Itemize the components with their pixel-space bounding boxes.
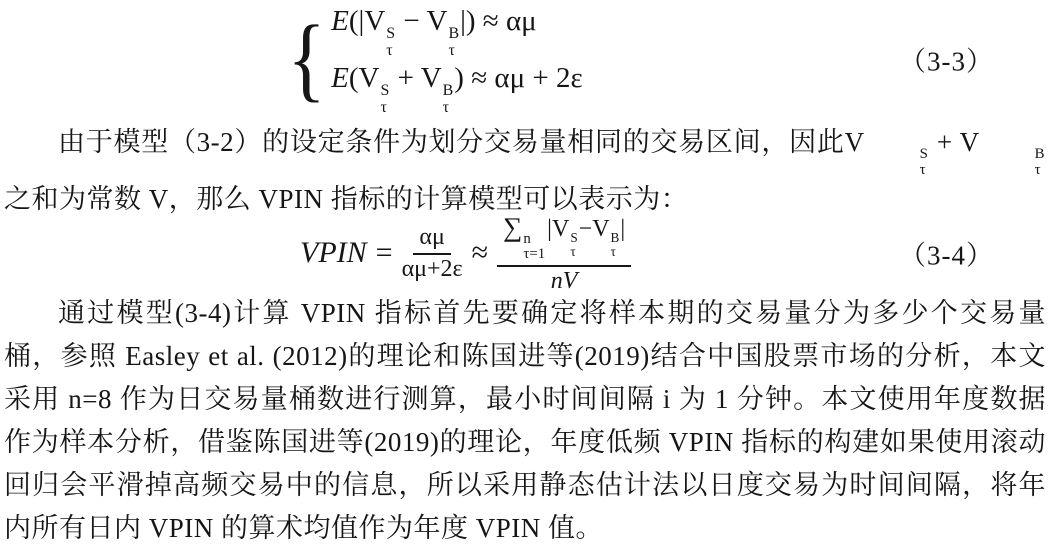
supsub-stack (981, 146, 1045, 178)
subscript-tau: τ (442, 98, 450, 116)
supsub-stack (380, 82, 389, 116)
cases-left-brace: { (287, 7, 326, 112)
subscript-tau: τ (386, 41, 393, 59)
equation-number-3-3: （3-3） (899, 46, 994, 77)
equation-3-4-row (4, 211, 1046, 294)
math-VPIN: VPIN (300, 236, 367, 270)
subscript-tau: τ (610, 244, 616, 260)
superscript-B: B (448, 24, 460, 42)
math-approx: ≈ (471, 236, 489, 270)
math-approx-alphamu: ≈ αμ (475, 5, 537, 37)
sum-limits (523, 232, 545, 263)
superscript-B: B (442, 81, 454, 99)
subscript-tau: τ (380, 98, 387, 116)
math-V-sell: V (844, 127, 865, 158)
cases-lines (331, 2, 583, 116)
para2-text: 通过模型(3-4)计算 VPIN 指标首先要确定将样本期的交易量分为多少个交易量桶，参照 Easley et al. (2012)的理论和陈国进等(2019)结合中国股票市场的分析，本文采用 n=8 作为日交易量桶数进行测算，最小时间间隔 i 为 1 分钟。本文使用年度数据作为样本分析，借鉴陈国进等(2019)的理论，年度低频 VPIN 指标的构建如果使用滚动回归会平滑掉高频交易中的信息，所以采用静态估计法以日度交易为时间间隔，将年内所有日内 VPIN 的算术均值作为年度 VPIN 值。 (4, 298, 1046, 544)
para1-text-1: 由于模型（3-2）的设定条件为划分交易量相同的交易区间，因此 (58, 127, 845, 158)
equation-3-3-row (4, 2, 1046, 116)
fraction-alphamu (402, 224, 463, 283)
superscript-S: S (570, 230, 578, 246)
superscript-S: S (380, 81, 390, 99)
fraction-numerator (497, 212, 631, 267)
math-minus: − (396, 5, 427, 37)
math-plus: + (390, 62, 421, 95)
equation-3-3-line-1 (331, 2, 583, 59)
math-close-abs: |) (460, 5, 476, 37)
subscript-tau: τ (448, 41, 455, 59)
math-abs-close: | (620, 215, 626, 242)
superscript-S: S (919, 146, 929, 163)
paragraph-model-3-2 (4, 121, 1046, 221)
math-open-paren: ( (348, 62, 359, 95)
paragraph-vpin-method (4, 292, 1046, 550)
math-V-sell: V (364, 5, 386, 37)
math-approx-alphamu-2eps: ≈ αμ + 2ε (463, 62, 583, 95)
sum-icon: ∑ (503, 211, 523, 242)
superscript-B: B (610, 230, 620, 246)
fraction-numerator: αμ (413, 224, 450, 255)
subscript-tau: τ (919, 162, 927, 179)
sum-upper-limit: n (523, 230, 531, 247)
supsub-stack (570, 231, 577, 260)
math-V-buy: V (420, 62, 442, 95)
math-n: n (550, 267, 563, 294)
math-close-paren: ) (454, 62, 464, 95)
math-V-buy: V (959, 127, 980, 158)
fraction-sum (497, 212, 631, 295)
para1-text-2: 之和为常数 V，那么 VPIN 指标的计算模型可以表示为： (4, 184, 689, 215)
superscript-S: S (386, 24, 396, 42)
math-V-sell: V (358, 62, 380, 95)
math-abs-V-sell: |V (547, 215, 570, 242)
subscript-tau: τ (1034, 162, 1042, 179)
math-E: E (331, 5, 349, 37)
supsub-stack (866, 146, 929, 178)
math-open-abs: (| (348, 5, 365, 37)
math-minus-V-buy: −V (578, 215, 610, 242)
sum-lower-limit: τ=1 (523, 246, 546, 263)
math-E: E (331, 62, 349, 95)
supsub-stack (611, 231, 620, 260)
math-V-buy: V (426, 5, 448, 37)
supsub-stack (386, 25, 395, 59)
math-equals: = (375, 236, 393, 270)
equation-3-3-line-2 (331, 59, 583, 116)
supsub-stack (443, 82, 454, 116)
equation-number-3-4: （3-4） (899, 240, 994, 271)
superscript-B: B (1034, 146, 1045, 163)
supsub-stack (448, 25, 459, 59)
fraction-denominator: αμ+2ε (401, 255, 463, 282)
fraction-denominator (551, 267, 578, 295)
math-V: V (562, 267, 578, 294)
subscript-tau: τ (570, 244, 576, 260)
math-plus: + (929, 127, 960, 158)
